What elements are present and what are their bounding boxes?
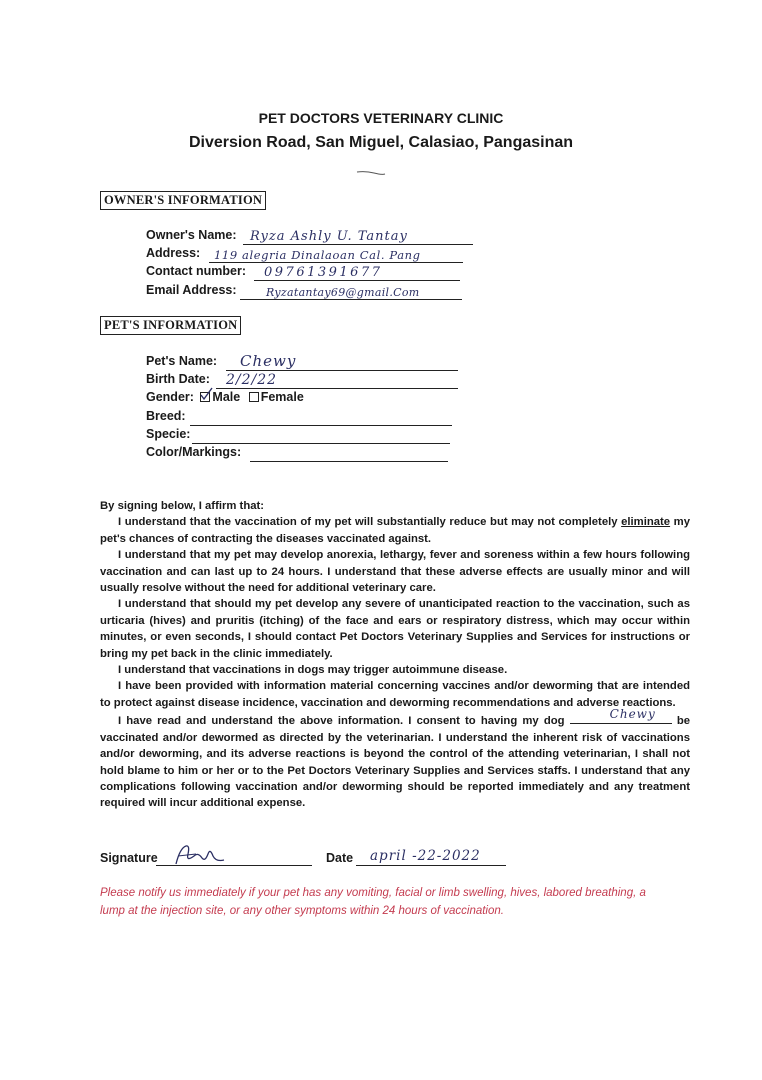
owner-name-field bbox=[146, 228, 476, 246]
color-markings-label: Color/Markings: bbox=[146, 445, 242, 459]
owner-address-field bbox=[146, 246, 476, 264]
owner-section-title: OWNER'S INFORMATION bbox=[100, 191, 266, 210]
gender-label: Gender: bbox=[146, 390, 194, 404]
specie-label: Specie: bbox=[146, 427, 191, 441]
pet-name-label: Pet's Name: bbox=[146, 354, 218, 368]
female-checkbox[interactable] bbox=[249, 392, 259, 402]
owner-address-value[interactable]: 119 alegria Dinalaoan Cal. Pang bbox=[214, 248, 421, 262]
email-value[interactable]: Ryzatantay69@gmail.Com bbox=[266, 286, 420, 299]
affirmation-paragraph-5: I have been provided with information material concerning vaccines and/or deworming that are intended to protect against disease incidence, vaccination and deworming recommendations and adverse reactions. bbox=[100, 680, 690, 709]
contact-number-value[interactable]: 09761391677 bbox=[264, 265, 383, 280]
breed-label: Breed: bbox=[146, 409, 186, 423]
color-markings-field bbox=[146, 445, 456, 463]
birth-date-label: Birth Date: bbox=[146, 372, 210, 386]
birth-date-field bbox=[146, 372, 466, 390]
checkmark-icon bbox=[199, 387, 213, 401]
affirmation-paragraph-4: I understand that vaccinations in dogs may trigger autoimmune disease. bbox=[118, 664, 508, 677]
specie-field bbox=[146, 427, 456, 445]
affirmation-p1-start: I understand that the vaccination of my pet will substantially reduce but may not completely bbox=[118, 516, 618, 529]
contact-number-field bbox=[146, 264, 476, 282]
affirmation-p6-start: I have read and understand the above information. I consent to having my dog bbox=[118, 715, 565, 728]
male-checkbox[interactable] bbox=[200, 392, 210, 402]
birth-date-line bbox=[216, 388, 458, 389]
breed-field bbox=[146, 409, 456, 427]
contact-number-line bbox=[254, 280, 460, 281]
handwritten-signature bbox=[172, 842, 232, 870]
breed-line[interactable] bbox=[190, 425, 452, 426]
email-label: Email Address: bbox=[146, 283, 237, 297]
affirmation-paragraph-1 bbox=[100, 514, 690, 547]
affirmation-p1-underlined: eliminate bbox=[621, 516, 671, 529]
clinic-name: PET DOCTORS VETERINARY CLINIC bbox=[258, 110, 504, 126]
signature-row bbox=[100, 848, 700, 868]
date-value[interactable]: april -22-2022 bbox=[370, 848, 481, 864]
email-field bbox=[146, 283, 476, 301]
stray-pen-mark bbox=[356, 170, 386, 176]
dog-name-blank bbox=[570, 706, 672, 724]
female-option-label: Female bbox=[260, 390, 304, 404]
affirmation-p6-end: be vaccinated and/or dewormed as directed by the veterinarian. I understand the inherent risk of vaccinations and/or deworming, and its adverse reactions is beyond the control of the attending veterinarian, I shall not hold blame to him or her or to the Pet Doctors Veterinary Supplies and Services staffs. I understand that any complications following vaccination and/or deworming should be reported immediately and any treatment required will incur additional expense. bbox=[100, 715, 690, 810]
birth-date-value[interactable]: 2/2/22 bbox=[226, 372, 278, 388]
dog-name-value[interactable]: Chewy bbox=[609, 706, 656, 721]
date-label: Date bbox=[326, 851, 354, 865]
owner-name-label: Owner's Name: bbox=[146, 228, 237, 242]
clinic-address: Diversion Road, San Miguel, Calasiao, Pangasinan bbox=[188, 134, 574, 151]
affirmation-paragraph-2: I understand that my pet may develop anorexia, lethargy, fever and soreness within a few hours following vaccination and can last up to 24 hours. I understand that these adverse effects are usually minor and will usually resolve without the need for additional veterinary care. bbox=[100, 549, 690, 595]
owner-name-value[interactable]: Ryza Ashly U. Tantay bbox=[250, 229, 408, 244]
pet-name-line bbox=[226, 370, 458, 371]
specie-line[interactable] bbox=[192, 443, 450, 444]
affirmation-intro: By signing below, I affirm that: bbox=[100, 500, 265, 512]
pet-section-title: PET'S INFORMATION bbox=[100, 316, 241, 335]
male-option-label: Male bbox=[212, 390, 241, 404]
owner-name-line bbox=[243, 244, 473, 245]
affirmation-p1-end: my pet's chances of contracting the diseases vaccinated against. bbox=[100, 516, 690, 545]
affirmation-paragraph-3: I understand that should my pet develop any severe of unanticipated reaction to the vaccination, such as urticaria (hives) and pruritis (itching) of the face and ears or respiratory distress, which may occur within minutes, or even seconds, I should contact Pet Doctors Veterinary Supplies and Services for instructions or bring my pet back in the clinic immediately. bbox=[100, 598, 690, 660]
contact-number-label: Contact number: bbox=[146, 264, 246, 278]
owner-address-line bbox=[209, 262, 463, 263]
owner-address-label: Address: bbox=[146, 246, 201, 260]
signature-label: Signature bbox=[100, 851, 158, 865]
color-markings-line[interactable] bbox=[250, 461, 448, 462]
affirmation-paragraph-6 bbox=[100, 706, 690, 811]
date-line bbox=[356, 865, 506, 866]
email-line bbox=[240, 299, 462, 300]
gender-row bbox=[146, 390, 304, 404]
notice-text: Please notify us immediately if your pet has any vomiting, facial or limb swelling, hives, labored breathing, a lump at the injection site, or any other symptoms within 24 hours of vaccination. bbox=[100, 887, 646, 917]
affirmation-text bbox=[100, 498, 690, 812]
pet-name-value[interactable]: Chewy bbox=[240, 352, 297, 370]
pet-name-field bbox=[146, 354, 466, 372]
